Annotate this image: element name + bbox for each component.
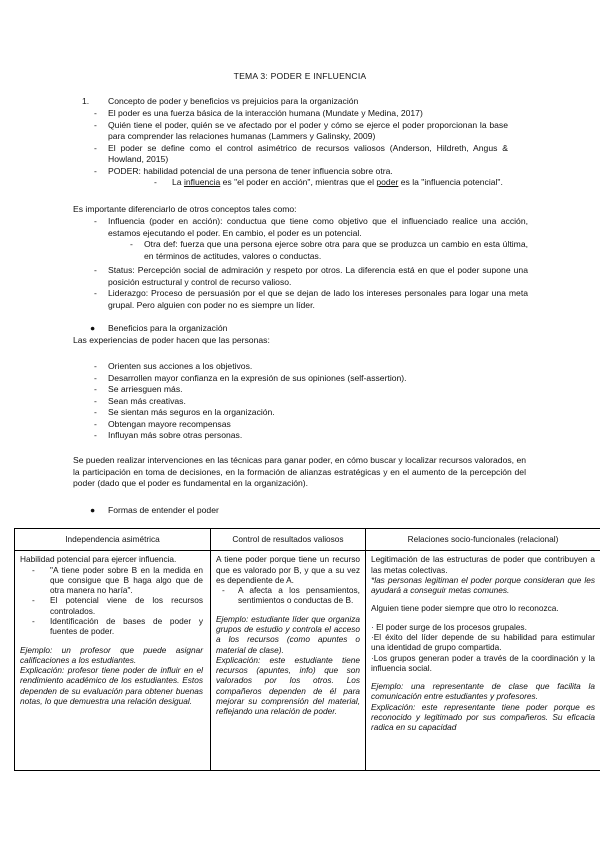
explanation-text: Explicación: este representante tiene poder porque es reconocido y legitimado por sus compañeros. Su eficacia radica en su capacidad — [371, 701, 595, 733]
list-item: - Obtengan mayore recompensas — [94, 418, 231, 429]
list-item: - "A tiene poder sobre B en la medida en que consigue que B haga algo que de otra manera no haría". — [32, 564, 203, 596]
list-item: - Status: Percepción social de admiración y respeto por otros. La diferencia está en que el poder supone una posición estructural y control de recurso valioso. — [94, 265, 528, 287]
section-number: 1. — [82, 96, 90, 106]
list-item: - PODER: habilidad potencial de una persona de tener influencia sobre otra. — [94, 165, 393, 176]
explanation-text: Explicación: profesor tiene poder de influir en el rendimiento académico de los estudiantes. Estos dependen de su evaluación para obtener buenas notas, lo que demuestra una relación desigual. — [20, 665, 203, 706]
list-item: ·Los grupos generan poder a través de la coordinación y la influencia social. — [371, 652, 595, 673]
list-item: ·El éxito del líder depende de su habilidad para estimular una identidad de grupo compartida. — [371, 631, 595, 653]
list-item: - Influyan más sobre otras personas. — [94, 430, 243, 441]
table-header: Independencia asimétrica — [15, 529, 211, 551]
example-text: Ejemplo: un profesor que puede asignar calificaciones a los estudiantes. — [20, 644, 203, 665]
table-cell-relaciones: Legitimación de las estructuras de poder que contribuyen a las metas colectivas. *las personas legitiman el poder porque consideran que les ayudará a conseguir metas comunes. Alguien tiene poder siempre que otro lo reconozca. · El poder surge de los procesos grupales. ·El éxito del líder depende de su habilidad para estimular una identidad de grupo compartida. ·Los grupos generan poder a través de la coordinación y la influencia social. Ejemplo: una representante de clase que facilita la comunicación entre estudiantes y profesores. Explicación: este representante tiene poder porque es reconocido y legitimado por sus compañeros. Su eficacia radica en su capacidad — [366, 551, 600, 771]
table-header: Control de resultados valiosos — [211, 529, 366, 551]
formas-heading: ● Formas de entender el poder — [90, 505, 219, 515]
list-item: - A afecta a los pensamientos, sentimientos o conductas de B. — [222, 585, 360, 606]
list-item: - Liderazgo: Proceso de persuasión por el que se dejan de lado los intereses personales para logar una meta grupal. Pero alguien con poder no es siempre un líder. — [94, 288, 528, 310]
table-cell-independencia: Habilidad potencial para ejercer influencia. - "A tiene poder sobre B en la medida en que consigue que B haga algo que de otra manera no haría". - El potencial viene de los recursos controlados. - Identificación de bases de poder y fuentes de poder. Ejemplo: un profesor que puede asignar calificaciones a los estudiantes. Explicación: profesor tiene poder de influir en el rendimiento académico de los estudiantes. Estos dependen de su evaluación para obtener buenas notas, lo que demuestra una relación desigual. — [15, 551, 211, 771]
page-title: TEMA 3: PODER E INFLUENCIA — [233, 71, 367, 81]
explanation-text: Explicación: este estudiante tiene recursos (apuntes, info) que son valorados por los otros. Los compañeros dependen de él para mejorar su comprensión del material, reflejando una relación de poder. — [216, 654, 360, 717]
example-text: Ejemplo: estudiante líder que organiza grupos de estudio y controla el acceso a los recursos (como apuntes o material de clase). — [216, 613, 360, 655]
beneficios-intro: Las experiencias de poder hacen que las personas: — [73, 335, 270, 345]
diferenciar-intro: Es importante diferenciarlo de otros conceptos tales como: — [73, 204, 297, 214]
list-item: - Influencia (poder en acción): conductua que tiene como objetivo que el influenciado realice una acción, estamos ejecutando el poder. En cambio, el poder es un potencial. — [94, 216, 528, 238]
beneficios-heading: ● Beneficios para la organización — [90, 323, 228, 333]
list-item: - Se sientan más seguros en la organización. — [94, 407, 275, 418]
list-item: - Identificación de bases de poder y fuentes de poder. — [32, 615, 203, 637]
list-subitem: - La influencia es "el poder en acción", mientras que el poder es la "influencia potencial". — [154, 177, 503, 188]
diferenciar-list — [94, 216, 528, 311]
list-item: - Quién tiene el poder, quién se ve afectado por el poder y cómo se ejerce el poder proporcionan la base para comprender las relaciones humanas (Lammers y Galinsky, 2009) — [94, 119, 508, 142]
poder-table — [14, 528, 600, 771]
list-item: - El poder es una fuerza básica de la interacción humana (Mundate y Medina, 2017) — [94, 108, 423, 118]
section-heading: Concepto de poder y beneficios vs prejuicios para la organización — [108, 96, 359, 106]
list-item: - Orienten sus acciones a los objetivos. — [94, 361, 253, 371]
list-item: - Desarrollen mayor confianza en la expresión de sus opiniones (self-assertion). — [94, 372, 407, 383]
underlined-term: poder — [376, 177, 399, 188]
list-item: · El poder surge de los procesos grupales. — [371, 621, 527, 632]
list-item: - El poder se define como el control asimétrico de recursos valiosos (Anderson, Hildreth, Angus & Howland, 2015) — [94, 142, 508, 165]
list-item: - Sean más creativas. — [94, 395, 186, 406]
table-header: Relaciones socio-funcionales (relacional) — [366, 529, 600, 551]
table-cell-control: A tiene poder porque tiene un recurso que es valorado por B, y que a su vez es dependiente de A. - A afecta a los pensamientos, sentimientos o conductas de B. Ejemplo: estudiante líder que organiza grupos de estudio y controla el acceso a los recursos (como apuntes o material de clase). Explicación: este estudiante tiene recursos (apuntes, info) que son valorados por los otros. Los compañeros dependen de él para mejorar su comprensión del material, reflejando una relación de poder. — [211, 551, 366, 771]
list-subitem: - Otra def: fuerza que una persona ejerce sobre otra para que se produzca un cambio en esta última, en términos de actitudes, valores o conductas. — [130, 239, 528, 261]
underlined-term: influencia — [183, 177, 221, 188]
list-item: - El potencial viene de los recursos controlados. — [32, 595, 203, 616]
example-text: Ejemplo: una representante de clase que facilita la comunicación entre estudiantes y profesores. — [371, 681, 595, 702]
concepto-list — [94, 108, 508, 189]
beneficios-list — [94, 361, 528, 442]
intervenciones-paragraph: Se pueden realizar intervenciones en las técnicas para ganar poder, en cómo buscar y localizar recursos valorados, en la participación en toma de decisiones, en la formación de alianzas estratégicas y en el aumento de la percepción del poder (dado que el poder es fundamental en la organización). — [73, 455, 526, 489]
list-item: - Se arriesguen más. — [94, 384, 183, 395]
section-concepto — [82, 96, 508, 108]
